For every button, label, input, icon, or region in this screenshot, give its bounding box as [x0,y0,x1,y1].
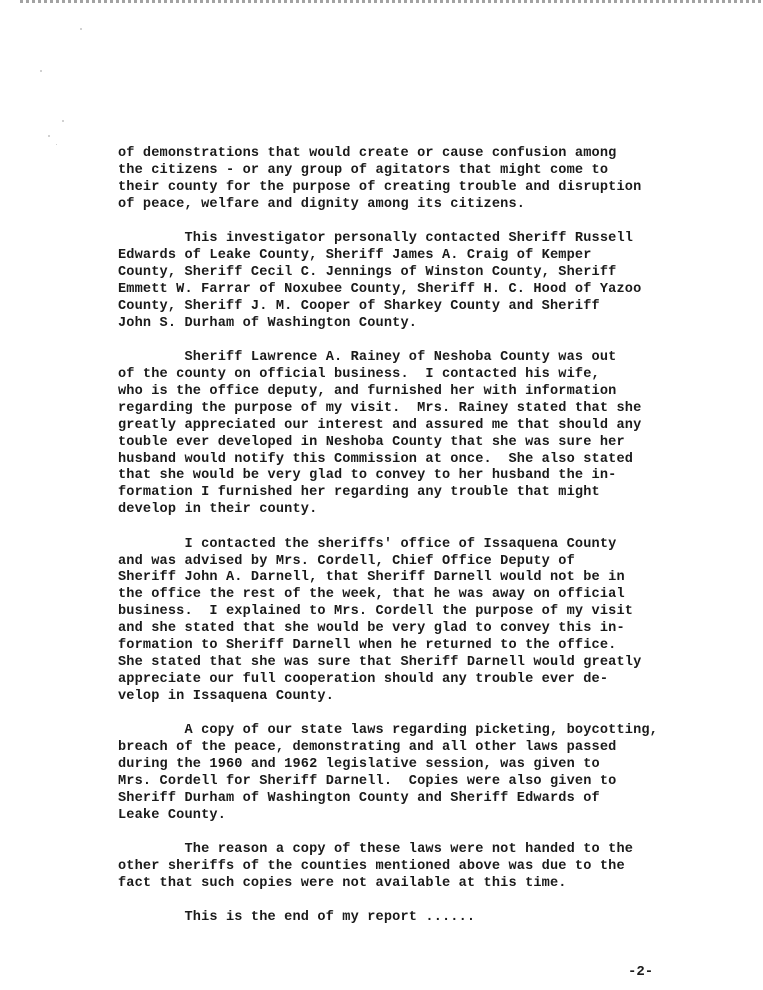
scan-speck [48,135,50,137]
text-line: husband would notify this Commission at once. She also stated [118,451,634,467]
text-line: during the 1960 and 1962 legislative session, was given to [118,757,600,772]
scan-speck [80,28,82,30]
page-number: -2- [628,964,654,980]
scan-speck [40,70,42,72]
text-line: greatly appreciated our interest and assured me that should any [118,417,642,433]
paragraph-state-laws [118,723,698,824]
text-line: velop in Issaquena County. [118,688,334,704]
top-edge-rule [20,0,763,3]
text-line: John S. Durham of Washington County. [118,315,418,331]
text-line: Leake County. [118,807,226,823]
text-line: and was advised by Mrs. Cordell, Chief Office Deputy of [118,553,575,569]
text-line: and she stated that she would be very glad to convey this in- [118,621,625,637]
paragraph-copies-unavailable [118,842,698,893]
text-line: Emmett W. Farrar of Noxubee County, Sheriff H. C. Hood of Yazoo [118,281,642,297]
text-line: of peace, welfare and dignity among its citizens. [118,196,526,212]
text-line: The reason a copy of these laws were not handed to the [118,842,634,858]
text-line: formation to Sheriff Darnell when he returned to the office. [118,638,617,654]
text-line: of demonstrations that would create or cause confusion among [118,146,617,161]
closing-line: This is the end of my report ...... [118,910,476,926]
text-line: breach of the peace, demonstrating and all other laws passed [118,740,617,756]
text-line: County, Sheriff Cecil C. Jennings of Winston County, Sheriff [118,264,617,280]
text-line: She stated that she was sure that Sheriff Darnell would greatly [118,654,642,670]
text-line: touble ever developed in Neshoba County that she was sure her [118,434,625,450]
text-line: the citizens - or any group of agitators that might come to [118,162,609,178]
text-line: other sheriffs of the counties mentioned above was due to the [118,859,625,875]
text-line: Mrs. Cordell for Sheriff Darnell. Copies were also given to [118,773,617,789]
text-line: Sheriff Lawrence A. Rainey of Neshoba County was out [118,350,617,366]
scan-speck [62,120,64,122]
text-line: formation I furnished her regarding any trouble that might [118,485,600,501]
text-line: their county for the purpose of creating trouble and disruption [118,179,642,195]
text-line: who is the office deputy, and furnished her with information [118,383,617,399]
text-line: Sheriff Durham of Washington County and Sheriff Edwards of [118,790,600,806]
text-line: Edwards of Leake County, Sheriff James A. Craig of Kemper [118,248,592,264]
text-line: fact that such copies were not available at this time. [118,875,567,891]
text-line: of the county on official business. I contacted his wife, [118,366,600,382]
paragraph-neshoba [118,350,698,519]
text-line: This investigator personally contacted Sheriff Russell [118,231,634,247]
text-line: County, Sheriff J. M. Cooper of Sharkey County and Sheriff [118,298,600,314]
text-line: develop in their county. [118,502,318,518]
text-line: appreciate our full cooperation should any trouble ever de- [118,671,609,687]
document-body [118,146,698,927]
text-line: that she would be very glad to convey to her husband the in- [118,468,617,484]
scan-speck [56,144,57,145]
text-line: the office the rest of the week, that he was away on official [118,587,625,603]
paragraph-sheriffs-contacted [118,231,698,332]
paragraph-issaquena [118,537,698,706]
text-line: business. I explained to Mrs. Cordell the purpose of my visit [118,604,634,620]
text-line: I contacted the sheriffs' office of Issaquena County [118,536,617,552]
text-line: A copy of our state laws regarding picketing, boycotting, [118,723,658,739]
paragraph-intro [118,146,698,214]
text-line: Sheriff John A. Darnell, that Sheriff Darnell would not be in [118,570,625,586]
text-line: regarding the purpose of my visit. Mrs. Rainey stated that she [118,400,642,416]
